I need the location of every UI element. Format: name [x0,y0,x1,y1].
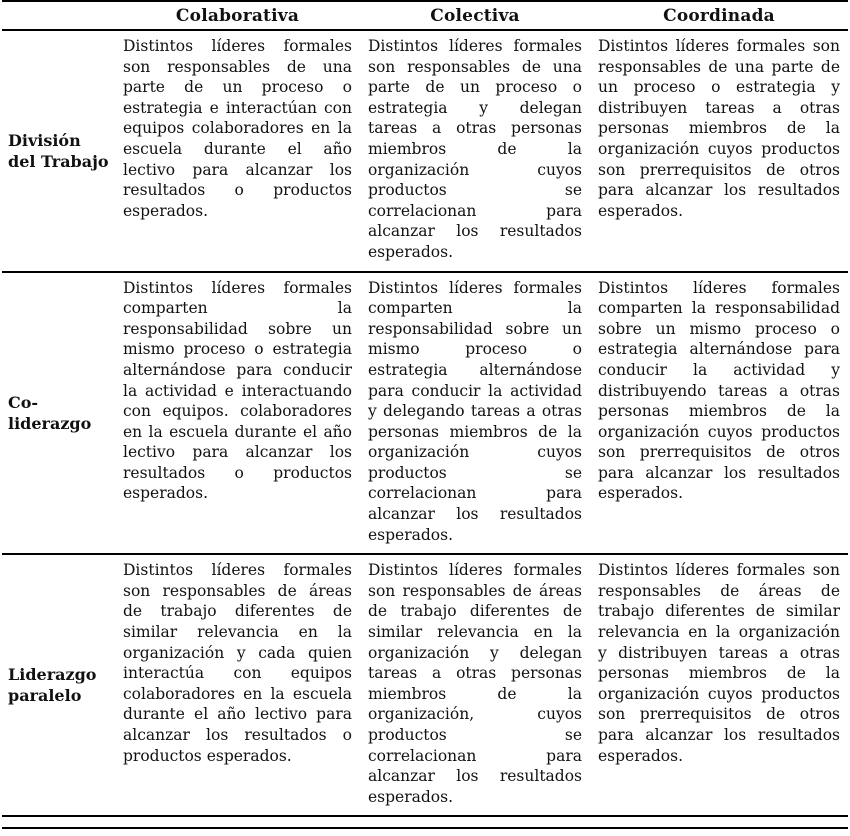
table-cell-paralelo-colaborativa: Distintos líderes formales son responsables de áreas de trabajo diferentes de similar relevancia en la organización y cada quien interactúa con equipos colaboradores en la escuela durante el año lectivo para alcanzar los resultados o productos esperados. [123,561,352,765]
row-header-co-liderazgo: Co-liderazgo [8,392,92,433]
leadership-types-table-wrap [2,0,848,829]
table-cell-division-coordinada: Distintos líderes formales son responsables de una parte de un proceso o estrategia y distribuyen tareas a otras personas miembros de la organización cuyos productos son prerrequisitos de otros para alcanzar los resultados esperados. [598,37,840,220]
table-cell-coliderazgo-coordinada: Distintos líderes formales comparten la responsabilidad sobre un mismo proceso o estrategia alternándose para conducir la actividad y distribuyendo tareas a otras personas miembros de la organización cuyos productos son prerrequisitos de otros para alcanzar los resultados esperados. [598,278,840,503]
corner-cell [2,1,115,30]
column-header-coordinada: Coordinada [663,6,775,26]
row-header-division-del-trabajo: División del Trabajo [8,130,109,171]
table-cell-coliderazgo-colaborativa: Distintos líderes formales comparten la responsabilidad sobre un mismo proceso o estrategia alternándose para conducir la actividad e interactuando con equipos. colaboradores en la escuela durante el año lectivo para alcanzar los resultados o productos esperados. [123,278,352,503]
table-cell-division-colectiva: Distintos líderes formales son responsables de una parte de un proceso o estrategia y delegan tareas a otras personas miembros de la organización cuyos productos se correlacionan para alcanzar los resultados esperados. [368,37,582,261]
column-header-colaborativa: Colaborativa [175,6,300,26]
table-cell-coliderazgo-colectiva: Distintos líderes formales comparten la responsabilidad sobre un mismo proceso o estrategia alternándose para conducir la actividad y delegando tareas a otras personas miembros de la organización cuyos productos se correlacionan para alcanzar los resultados esperados. [368,278,582,544]
table-row-division-del-trabajo [2,30,848,272]
table-cell-division-colaborativa: Distintos líderes formales son responsables de una parte de un proceso o estrategia e interactúan con equipos colaboradores en la escuela durante el año lectivo para alcanzar los resultados o productos esperados. [123,37,352,220]
leadership-types-table [2,0,848,817]
table-bottom-rule [2,827,848,829]
table-row-co-liderazgo [2,272,848,555]
column-header-colectiva: Colectiva [430,6,520,26]
table-cell-paralelo-colectiva: Distintos líderes formales son responsables de áreas de trabajo diferentes de similar relevancia en la organización y delegan tareas a otras personas miembros de la organización, cuyos productos se correlacionan para alcanzar los resultados esperados. [368,561,582,806]
row-header-liderazgo-paralelo: Liderazgo paralelo [8,665,97,706]
table-row-liderazgo-paralelo [2,554,848,816]
header-row [2,1,848,30]
table-cell-paralelo-coordinada: Distintos líderes formales son responsables de áreas de trabajo diferentes de similar relevancia en la organización y distribuyen tareas a otras personas miembros de la organización cuyos productos son prerrequisitos de otros para alcanzar los resultados esperados. [598,561,840,765]
